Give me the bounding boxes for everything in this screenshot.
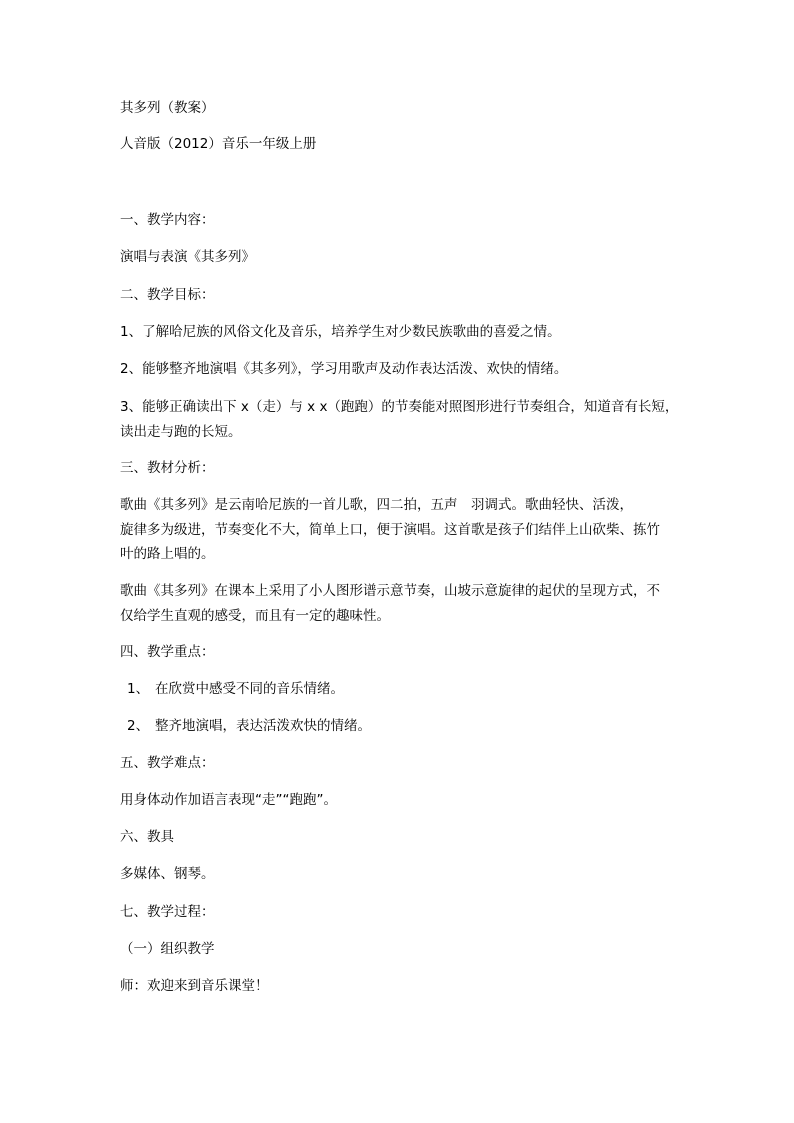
section-2-item-2: 2、能够整齐地演唱《其多列》，学习用歌声及动作表达活泼、欢快的情绪。	[120, 361, 568, 377]
section-2-item-1: 1、了解哈尼族的风俗文化及音乐，培养学生对少数民族歌曲的喜爱之情。	[120, 324, 561, 340]
section-4-item-2	[127, 714, 371, 738]
section-6-heading: 六、教具	[120, 829, 174, 845]
section-3-para-2-line-1: 歌曲《其多列》在课本上采用了小人图形谱示意节奏，山坡示意旋律的起伏的呈现方式，不	[120, 583, 660, 599]
section-1-text: 演唱与表演《其多列》	[120, 249, 255, 265]
section-7-heading: 七、教学过程：	[120, 904, 215, 920]
section-3-para-1-line-1: 歌曲《其多列》是云南哈尼族的一首儿歌，四二拍，五声 羽调式。歌曲轻快、活泼，	[120, 497, 633, 513]
section-3-para-1-line-3: 叶的路上唱的。	[120, 546, 215, 562]
document-subtitle: 人音版（2012）音乐一年级上册	[120, 136, 317, 152]
section-3-heading: 三、教材分析：	[120, 460, 215, 476]
section-4-item-1-number: 1、	[127, 681, 150, 697]
section-6-text: 多媒体、钢琴。	[120, 866, 215, 882]
section-4-heading: 四、教学重点：	[120, 644, 215, 660]
section-7-sub-1: （一）组织教学	[120, 941, 215, 957]
section-1-heading: 一、教学内容：	[120, 212, 215, 228]
section-4-item-2-text: 整齐地演唱，表达活泼欢快的情绪。	[155, 718, 371, 734]
document-title: 其多列（教案）	[120, 100, 215, 116]
section-5-heading: 五、教学难点：	[120, 755, 215, 771]
section-2-item-3-line-2: 读出走与跑的长短。	[120, 424, 242, 440]
section-7-text: 师：欢迎来到音乐课堂！	[120, 978, 269, 994]
section-4-item-1	[127, 677, 344, 701]
section-2-item-3-line-1: 3、能够正确读出下 x（走）与 x x（跑跑）的节奏能对照图形进行节奏组合，知道音有长短，	[120, 399, 679, 415]
section-2-heading: 二、教学目标：	[120, 287, 215, 303]
section-3-para-2-line-2: 仅给学生直观的感受，而且有一定的趣味性。	[120, 608, 390, 624]
section-5-text: 用身体动作加语言表现“走”“跑跑”。	[120, 792, 337, 808]
section-4-item-2-number: 2、	[127, 718, 150, 734]
section-3-para-1-line-2: 旋律多为级进，节奏变化不大，简单上口，便于演唱。这首歌是孩子们结伴上山砍柴、拣竹	[120, 522, 660, 538]
section-4-item-1-text: 在欣赏中感受不同的音乐情绪。	[155, 681, 344, 697]
